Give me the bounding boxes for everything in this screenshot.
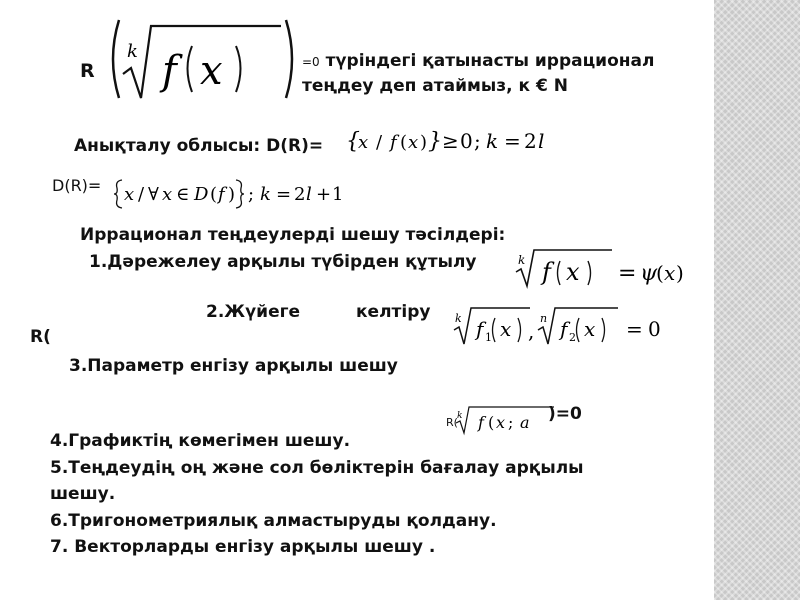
method-3-formula	[456, 404, 556, 436]
method-7: 7. Векторларды енгізу арқылы шешу .	[50, 537, 436, 557]
svg-text:=: =	[618, 261, 637, 286]
svg-text:0: 0	[648, 317, 661, 341]
svg-text:k: k	[486, 129, 499, 153]
svg-text:f: f	[390, 132, 397, 153]
method-2-part-a: 2.Жүйеге	[206, 302, 301, 322]
svg-text:k: k	[457, 411, 463, 421]
svg-text:): )	[228, 184, 236, 205]
svg-text:k: k	[518, 253, 526, 267]
svg-text:f: f	[476, 317, 484, 341]
decorative-sidebar	[714, 0, 800, 600]
svg-text:x: x	[500, 317, 512, 341]
svg-text:}: }	[428, 129, 442, 154]
svg-text:k: k	[455, 312, 462, 325]
svg-text:D: D	[194, 184, 209, 205]
svg-text:): )	[420, 132, 428, 153]
svg-text:f: f	[218, 184, 225, 205]
method-2-part-b: келтіру	[356, 302, 431, 322]
method-5-line2: шешу.	[50, 484, 116, 504]
r-label: R	[80, 60, 95, 82]
svg-text:f: f	[478, 413, 484, 432]
svg-text:,: ,	[528, 319, 535, 343]
eq-zero-small: =0	[302, 55, 320, 69]
svg-text:x: x	[496, 413, 506, 432]
svg-text:=: =	[504, 129, 521, 153]
svg-text:(: (	[400, 132, 408, 153]
svg-text:): )	[676, 261, 684, 285]
description-line2: теңдеу деп атаймыз, к € N	[302, 76, 568, 96]
svg-text:2: 2	[524, 129, 537, 153]
method-1-formula	[512, 244, 692, 290]
svg-text:k: k	[127, 41, 138, 62]
svg-text:k: k	[260, 184, 271, 205]
svg-text:x: x	[408, 132, 419, 153]
svg-text:(: (	[210, 184, 218, 205]
method-2-formula	[452, 304, 672, 348]
svg-text:=: =	[276, 184, 292, 205]
method-3: 3.Параметр енгізу арқылы шешу	[69, 356, 398, 376]
svg-text:(: (	[488, 413, 495, 432]
svg-text:a: a	[520, 413, 530, 432]
svg-text:ψ: ψ	[640, 261, 658, 286]
domain-formula-1	[346, 120, 586, 160]
svg-text:0: 0	[460, 129, 473, 153]
svg-text:∈: ∈	[176, 184, 190, 205]
svg-text:x: x	[358, 132, 369, 153]
svg-text:/: /	[376, 132, 383, 153]
svg-text:x: x	[124, 184, 135, 205]
svg-text:;: ;	[474, 129, 481, 153]
svg-text:x: x	[584, 317, 596, 341]
svg-text:≥: ≥	[442, 129, 459, 153]
description-line1: түріндегі қатынасты иррационал	[319, 51, 655, 71]
svg-text:∀: ∀	[148, 184, 159, 205]
svg-text:1: 1	[485, 331, 492, 344]
svg-text:x: x	[162, 184, 173, 205]
svg-text:f: f	[542, 258, 551, 286]
r-small-label: R(	[446, 416, 458, 429]
svg-text:=: =	[626, 317, 643, 341]
svg-text:+: +	[316, 184, 332, 205]
svg-text:x: x	[200, 48, 223, 94]
svg-text:l: l	[538, 129, 545, 153]
svg-text:n: n	[540, 312, 548, 325]
svg-text:;: ;	[248, 184, 255, 205]
svg-text:1: 1	[332, 184, 344, 205]
svg-text:2: 2	[569, 331, 576, 344]
method-6: 6.Тригонометриялық алмастыруды қолдану.	[50, 511, 497, 531]
svg-text:/: /	[138, 184, 145, 205]
svg-text:x: x	[566, 258, 580, 286]
svg-text:{: {	[346, 129, 360, 154]
svg-text:2: 2	[294, 184, 306, 205]
svg-text:x: x	[664, 261, 676, 285]
method-5-line1: 5.Теңдеудің оң және сол бөліктерін бағалау арқылы	[50, 458, 584, 478]
svg-text:f: f	[162, 48, 177, 94]
method-4: 4.Графиктің көмегімен шешу.	[50, 431, 351, 451]
root-formula-header	[105, 12, 300, 107]
methods-title: Иррационал теңдеулерді шешу тәсілдері:	[80, 225, 506, 245]
svg-text:(: (	[656, 261, 664, 285]
svg-text:l: l	[306, 184, 312, 205]
eq-zero-label: )=0	[548, 404, 582, 424]
domain-label: Анықталу облысы: D(R)=	[74, 136, 324, 156]
r-open-label: R(	[30, 327, 51, 347]
svg-text:f: f	[560, 317, 568, 341]
svg-text:;: ;	[508, 413, 514, 432]
domain-formula-2	[114, 176, 374, 212]
method-1: 1.Дәрежелеу арқылы түбірден құтылу	[89, 252, 477, 272]
domain-label-2: D(R)=	[52, 176, 102, 195]
